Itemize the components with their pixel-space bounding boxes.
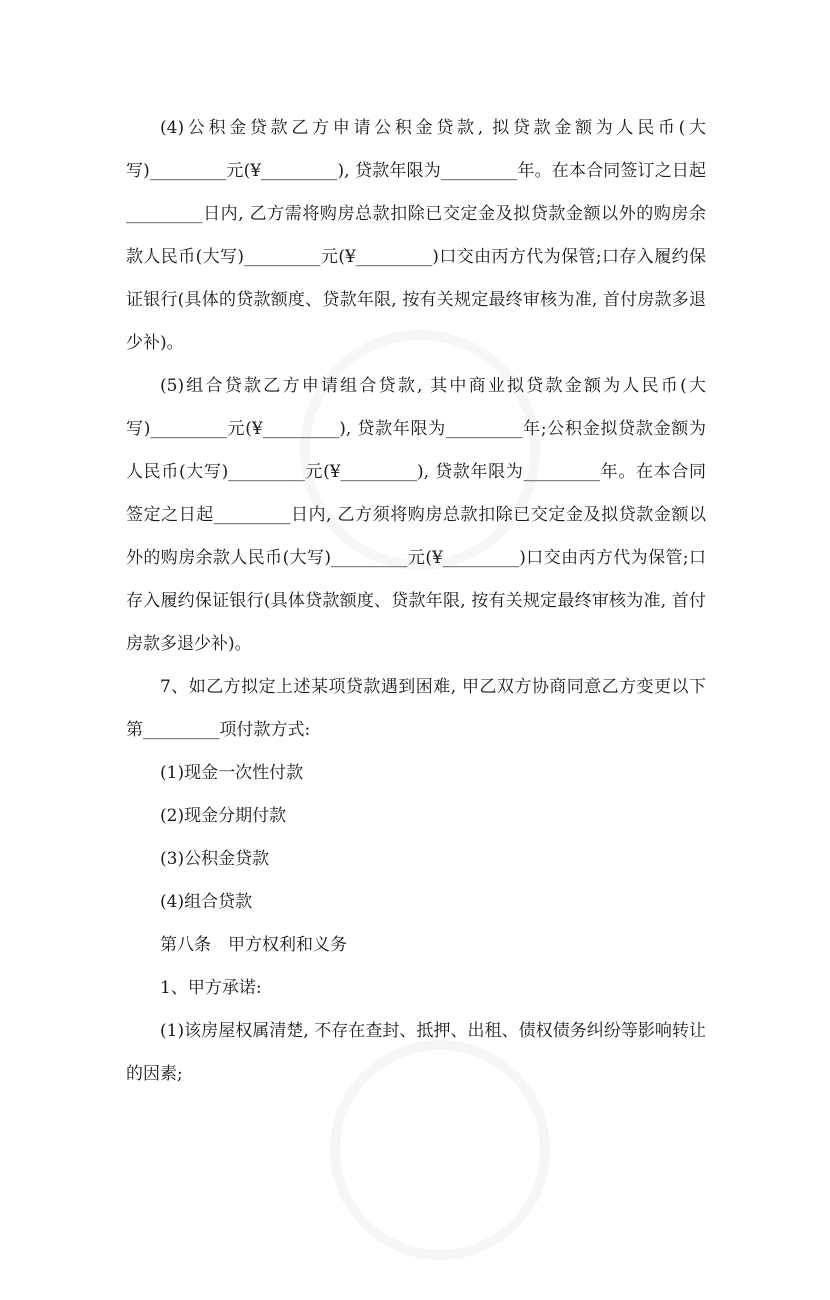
list-item-provident-fund: (3)公积金贷款 bbox=[160, 849, 270, 869]
list-item-combined: (4)组合贷款 bbox=[160, 892, 253, 912]
paragraph-provident-fund-loan: (4)公积金贷款乙方申请公积金贷款, 拟贷款金额为人民币(大写)_________元(¥_________), 贷款年限为_________年。在本合同签订之日起_________日内, 乙方需将购房总款扣除已交定金及拟贷款金额以外的购房余款人民币(大写)_________元(¥_________)口交由丙方代为保管;口存入履约保证银行(具体的贷款额度、贷款年限, 按有关规定最终审核为准, 首付房款多退少补)。 bbox=[126, 118, 706, 353]
paragraph-item-7: 7、如乙方拟定上述某项贷款遇到困难, 甲乙双方协商同意乙方变更以下第_________项付款方式: bbox=[126, 677, 706, 740]
list-item-cash-lump-sum: (1)现金一次性付款 bbox=[160, 763, 304, 783]
list-item-cash-installment: (2)现金分期付款 bbox=[160, 806, 287, 826]
promise-item-1: (1)该房屋权属清楚, 不存在查封、抵押、出租、债权债务纠纷等影响转让的因素; bbox=[126, 1021, 706, 1084]
paragraph-combined-loan: (5)组合贷款乙方申请组合贷款, 其中商业拟贷款金额为人民币(大写)_________元(¥_________), 贷款年限为_________年;公积金拟贷款金额为人民币(大写)_________元(¥_________), 贷款年限为_________年。在本合同签定之日起_________日内, 乙方须将购房总款扣除已交定金及拟贷款金额以外的购房余款人民币(大写)_________元(¥_________)口交由丙方代为保管;口存入履约保证银行(具体贷款额度、贷款年限, 按有关规定最终审核为准, 首付房款多退少补)。 bbox=[126, 376, 706, 654]
party-a-promise: 1、甲方承诺: bbox=[160, 978, 262, 998]
article-8-heading: 第八条 甲方权利和义务 bbox=[160, 935, 347, 955]
document-body bbox=[126, 107, 706, 1096]
